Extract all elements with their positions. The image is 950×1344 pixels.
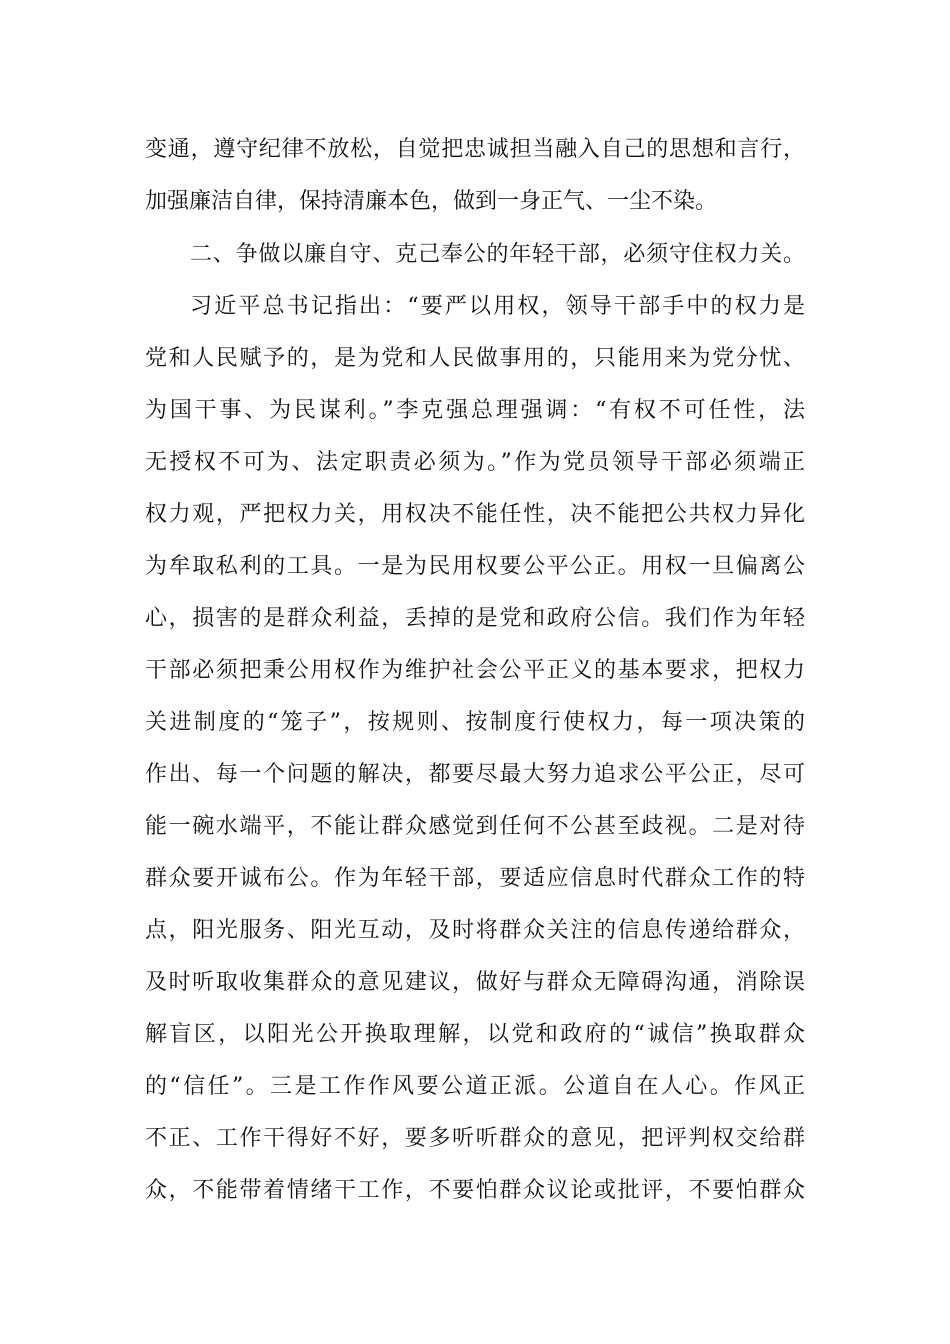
text-line-21: 众，不能带着情绪干工作，不要怕群众议论或批评，不要怕群众 [145,1178,805,1203]
text-line-14: 能一碗水端平，不能让群众感觉到任何不公甚至歧视。二是对待 [145,814,805,839]
text-line-13: 作出、每一个问题的解决，都要尽最大努力追求公平公正，尽可 [145,762,805,787]
text-line-5: 党和人民赋予的，是为党和人民做事用的，只能用来为党分忧、 [145,346,805,371]
text-line-18: 解盲区，以阳光公开换取理解，以党和政府的“诚信”换取群众 [145,1022,805,1047]
text-line-16: 点，阳光服务、阳光互动，及时将群众关注的信息传递给群众， [145,918,805,943]
text-line-11: 干部必须把秉公用权作为维护社会公平正义的基本要求，把权力 [145,658,805,683]
text-line-12: 关进制度的“笼子”，按规则、按制度行使权力，每一项决策的 [145,710,805,735]
text-line-8: 权力观，严把权力关，用权决不能任性，决不能把公共权力异化 [145,502,805,527]
text-line-17: 及时听取收集群众的意见建议，做好与群众无障碍沟通，消除误 [145,970,805,995]
text-line-10: 心，损害的是群众利益，丢掉的是党和政府公信。我们作为年轻 [145,606,805,631]
text-line-1: 变通，遵守纪律不放松，自觉把忠诚担当融入自己的思想和言行， [145,137,805,162]
text-line-7: 无授权不可为、法定职责必须为。”作为党员领导干部必须端正 [145,450,805,475]
text-line-9: 为牟取私利的工具。一是为民用权要公平公正。用权一旦偏离公 [145,554,805,579]
text-line-20: 不正、工作干得好不好，要多听听群众的意见，把评判权交给群 [145,1126,805,1151]
section-heading: 二、争做以廉自守、克己奉公的年轻干部，必须守住权力关。 [190,242,805,267]
text-line-4: 习近平总书记指出：“要严以用权，领导干部手中的权力是 [190,294,805,319]
text-line-2: 加强廉洁自律，保持清廉本色，做到一身正气、一尘不染。 [145,189,718,214]
text-line-15: 群众要开诚布公。作为年轻干部，要适应信息时代群众工作的特 [145,866,805,891]
text-line-6: 为国干事、为民谋利。”李克强总理强调：“有权不可任性，法 [145,398,805,423]
text-line-19: 的“信任”。三是工作作风要公道正派。公道自在人心。作风正 [145,1074,805,1099]
